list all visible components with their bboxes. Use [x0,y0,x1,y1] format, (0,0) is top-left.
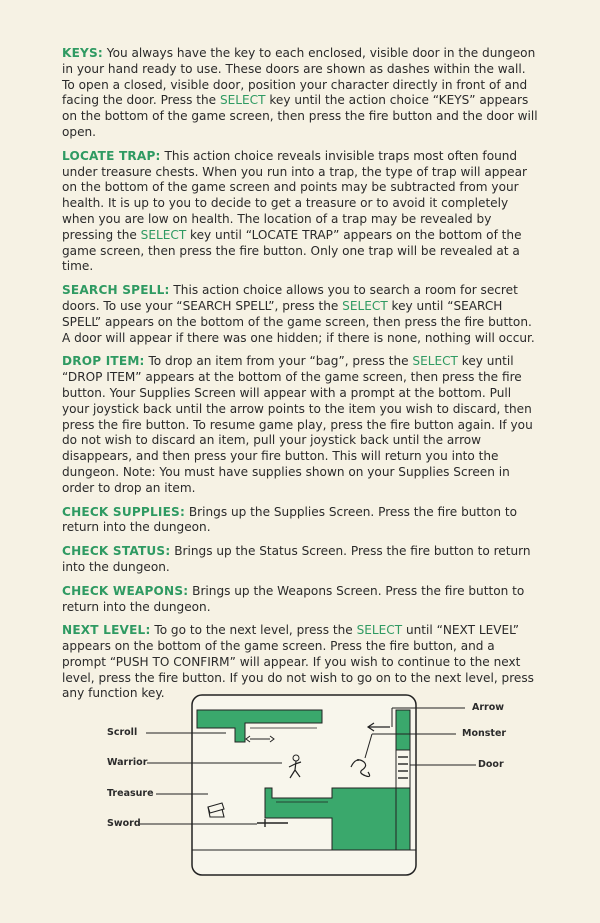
select-keyword: SELECT [140,227,187,242]
section-body: key until “DROP ITEM” appears at the bottom of the game screen, then press the fire button. Your Supplies Screen will appear with a prompt at the bottom. Pull your joystick back until the arrow points to the item you wish to discard, then press the fire button. To resume game play, press the fire button again. If you do not wish to discard an item, pull your joystick back until the arrow disappears, and then press your fire button. This will return you into the dungeon. Note: You must have supplies shown on your Supplies Screen in order to drop an item. [62,354,533,495]
select-keyword: SELECT [412,354,458,369]
section-body: This action choice reveals invisible traps most often found under treasure chests. When you run into a trap, the type of trap will appear on the bottom of the game screen and points may be subtracted from your health. It is up to you to decide to get a treasure or to avoid it completely when you are low on health. The location of a trap may be revealed by pressing the [62,148,527,242]
section-heading: CHECK SUPPLIES: [62,504,185,519]
section-body: Brings up the Weapons Screen. Press the fire button to return into the dungeon. [62,583,525,614]
section-search-spell [62,283,540,346]
section-heading: KEYS: [62,46,103,60]
select-keyword: SELECT [356,623,403,638]
label-sword: Sword [107,818,141,829]
dungeon-screen-drawing [100,690,520,880]
section-heading: LOCATE TRAP: [62,148,161,163]
section-keys [62,46,540,141]
section-heading: CHECK WEAPONS: [62,583,189,598]
label-door: Door [478,759,504,770]
dungeon-diagram [100,690,520,880]
select-keyword: SELECT [342,298,388,313]
label-scroll: Scroll [107,727,138,738]
section-check-supplies [62,505,540,537]
section-body: You always have the key to each enclosed, visible door in the dungeon in your hand ready to use. These doors are shown as dashes within the wall. To open a closed, visible door, position your character directly in front of and facing the door. Press the [62,46,536,108]
section-locate-trap [62,149,540,275]
section-drop-item [62,354,540,496]
section-check-status [62,544,540,576]
section-body: key until “SEARCH SPELL” appears on the bottom of the game screen, then press the fire button. A door will appear if there was one hidden; if there is none, nothing will occur. [62,298,535,345]
section-heading: SEARCH SPELL: [62,283,170,298]
label-monster: Monster [462,728,507,739]
door-icon [396,750,410,788]
select-keyword: SELECT [219,93,266,108]
label-warrior: Warrior [107,757,148,768]
section-heading: CHECK STATUS: [62,544,171,559]
label-arrow: Arrow [472,702,505,713]
section-body: Brings up the Status Screen. Press the fire button to return into the dungeon. [62,544,531,574]
instructions-text [62,46,540,710]
section-body: To go to the next level, press the [154,623,357,638]
section-body: key until “LOCATE TRAP” appears on the bottom of the game screen, then press the fire button. Only one trap will be revealed at a time. [62,227,522,274]
section-body: To drop an item from your “bag”, press the [148,354,413,369]
section-body: until “NEXT LEVEL” appears on the bottom of the game screen. Press the fire button, and a prompt “PUSH TO CONFIRM” will appear. If you wish to continue to the next level, press the fire button. If you do not wish to go on to the next level, press any function key. [62,623,534,701]
section-body: key until the action choice “KEYS” appears on the bottom of the game screen, then press the fire button and the door will open. [62,93,538,139]
label-treasure: Treasure [107,788,154,799]
section-check-weapons [62,584,540,616]
section-body: This action choice allows you to search a room for secret doors. To use your “SEARCH SPELL”, press the [62,283,518,313]
section-body: Brings up the Supplies Screen. Press the fire button to return into the dungeon. [62,504,517,535]
section-heading: NEXT LEVEL: [62,623,151,638]
section-heading: DROP ITEM: [62,354,145,369]
